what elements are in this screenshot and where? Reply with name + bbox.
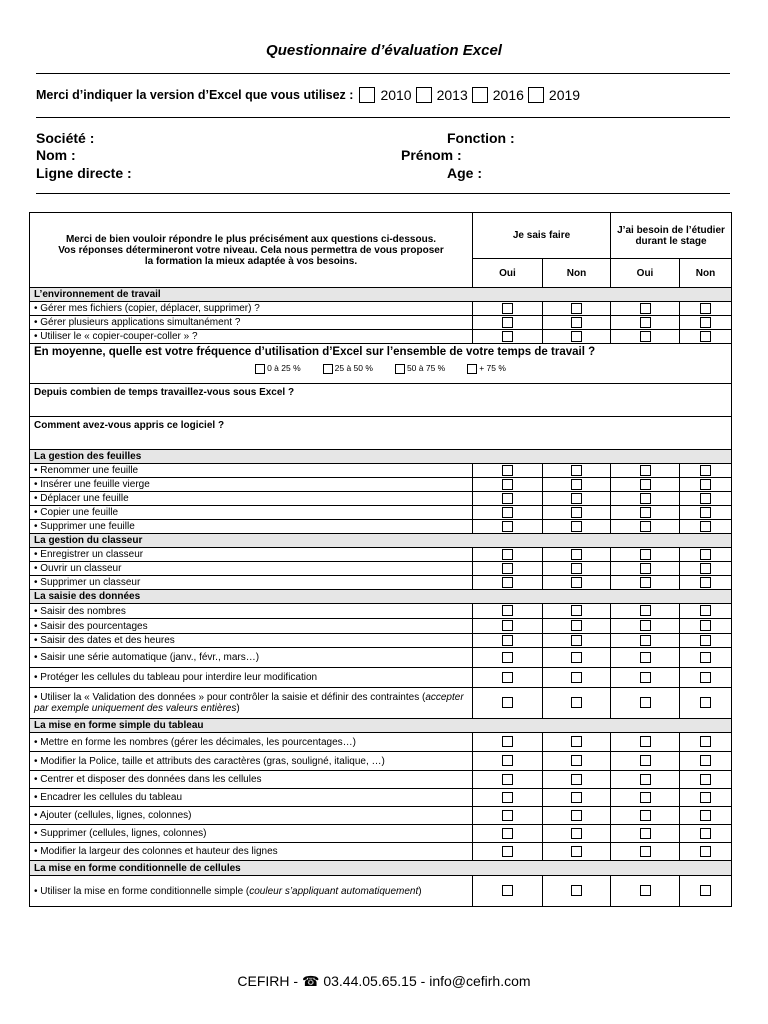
freq-checkbox[interactable] bbox=[255, 364, 265, 374]
checkbox-sais-non[interactable] bbox=[571, 317, 582, 328]
item-label: • Gérer plusieurs applications simultanément ? bbox=[30, 316, 473, 330]
footer-email[interactable]: info@cefirh.com bbox=[429, 973, 531, 989]
checkbox-besoin-oui[interactable] bbox=[640, 652, 651, 663]
col-non: Non bbox=[680, 259, 732, 288]
checkbox-sais-non[interactable] bbox=[571, 828, 582, 839]
checkbox-besoin-oui[interactable] bbox=[640, 507, 651, 518]
checkbox-sais-non[interactable] bbox=[571, 620, 582, 631]
version-row bbox=[36, 87, 580, 103]
checkbox-sais-oui[interactable] bbox=[502, 652, 513, 663]
checkbox-besoin-oui[interactable] bbox=[640, 755, 651, 766]
checkbox-besoin-oui[interactable] bbox=[640, 549, 651, 560]
checkbox-besoin-oui[interactable] bbox=[640, 672, 651, 683]
item-text-italic: couleur s’appliquant automatiquement bbox=[249, 885, 419, 897]
checkbox-besoin-oui[interactable] bbox=[640, 563, 651, 574]
freq-checkbox[interactable] bbox=[467, 364, 477, 374]
checkbox-sais-oui[interactable] bbox=[502, 828, 513, 839]
item-label: • Utiliser le « copier-couper-coller » ? bbox=[30, 330, 473, 344]
checkbox-sais-oui[interactable] bbox=[502, 635, 513, 646]
checkbox-besoin-non[interactable] bbox=[700, 317, 711, 328]
checkbox-sais-non[interactable] bbox=[571, 521, 582, 532]
nom-field[interactable]: Nom : bbox=[36, 147, 76, 163]
checkbox-sais-non[interactable] bbox=[571, 885, 582, 896]
checkbox-besoin-oui[interactable] bbox=[640, 577, 651, 588]
freq-label: 25 à 50 % bbox=[334, 363, 373, 373]
checkbox-besoin-non[interactable] bbox=[700, 652, 711, 663]
checkbox-besoin-oui[interactable] bbox=[640, 828, 651, 839]
checkbox-besoin-oui[interactable] bbox=[640, 736, 651, 747]
item-text-italic: accepter par exemple uniquement des valeurs entières bbox=[34, 692, 464, 714]
checkbox-besoin-oui[interactable] bbox=[640, 792, 651, 803]
item-label-conditionnelle bbox=[30, 876, 473, 907]
item-label: • Encadrer les cellules du tableau bbox=[30, 789, 473, 807]
checkbox-besoin-oui[interactable] bbox=[640, 620, 651, 631]
checkbox-sais-non[interactable] bbox=[571, 507, 582, 518]
checkbox-besoin-oui[interactable] bbox=[640, 635, 651, 646]
item-label: • Mettre en forme les nombres (gérer les décimales, les pourcentages…) bbox=[30, 733, 473, 752]
checkbox-besoin-oui[interactable] bbox=[640, 465, 651, 476]
freq-checkbox[interactable] bbox=[395, 364, 405, 374]
checkbox-besoin-non[interactable] bbox=[700, 577, 711, 588]
version-checkbox-2016[interactable] bbox=[472, 87, 488, 103]
checkbox-besoin-oui[interactable] bbox=[640, 846, 651, 857]
checkbox-sais-non[interactable] bbox=[571, 479, 582, 490]
checkbox-besoin-non[interactable] bbox=[700, 521, 711, 532]
version-label: 2019 bbox=[548, 87, 581, 103]
checkbox-sais-non[interactable] bbox=[571, 755, 582, 766]
section-environnement: L’environnement de travail bbox=[30, 288, 732, 302]
section-forme: La mise en forme simple du tableau bbox=[30, 719, 732, 733]
checkbox-besoin-oui[interactable] bbox=[640, 331, 651, 342]
checkbox-besoin-oui[interactable] bbox=[640, 774, 651, 785]
checkbox-sais-oui[interactable] bbox=[502, 507, 513, 518]
checkbox-sais-oui[interactable] bbox=[502, 577, 513, 588]
checkbox-sais-non[interactable] bbox=[571, 635, 582, 646]
checkbox-besoin-oui[interactable] bbox=[640, 810, 651, 821]
checkbox-sais-oui[interactable] bbox=[502, 493, 513, 504]
checkbox-sais-oui[interactable] bbox=[502, 755, 513, 766]
col-header-besoin: J’ai besoin de l’étudier durant le stage bbox=[611, 213, 732, 259]
checkbox-sais-non[interactable] bbox=[571, 792, 582, 803]
footer-sep: - bbox=[420, 973, 426, 989]
item-text: • Utiliser la « Validation des données » pour contrôler la saisie et définir des contraintes ( bbox=[34, 692, 426, 703]
checkbox-sais-non[interactable] bbox=[571, 605, 582, 616]
checkbox-sais-oui[interactable] bbox=[502, 620, 513, 631]
item-label: • Déplacer une feuille bbox=[30, 492, 473, 506]
divider bbox=[36, 193, 730, 194]
version-checkbox-2010[interactable] bbox=[359, 87, 375, 103]
version-checkbox-2019[interactable] bbox=[528, 87, 544, 103]
item-label: • Supprimer un classeur bbox=[30, 576, 473, 590]
version-prompt: Merci d’indiquer la version d’Excel que vous utilisez : bbox=[36, 88, 354, 102]
prenom-field[interactable]: Prénom : bbox=[401, 147, 462, 163]
checkbox-besoin-oui[interactable] bbox=[640, 885, 651, 896]
checkbox-besoin-non[interactable] bbox=[700, 828, 711, 839]
checkbox-besoin-non[interactable] bbox=[700, 736, 711, 747]
footer-phone: 03.44.05.65.15 bbox=[323, 973, 417, 989]
checkbox-besoin-oui[interactable] bbox=[640, 493, 651, 504]
checkbox-besoin-non[interactable] bbox=[700, 563, 711, 574]
item-label: • Copier une feuille bbox=[30, 506, 473, 520]
checkbox-besoin-non[interactable] bbox=[700, 755, 711, 766]
item-label: • Modifier la Police, taille et attributs des caractères (gras, souligné, italique, …) bbox=[30, 752, 473, 771]
item-label-validation bbox=[30, 688, 473, 719]
checkbox-sais-oui[interactable] bbox=[502, 303, 513, 314]
checkbox-sais-non[interactable] bbox=[571, 672, 582, 683]
item-label: • Supprimer une feuille bbox=[30, 520, 473, 534]
footer-org: CEFIRH - bbox=[237, 973, 299, 989]
checkbox-sais-non[interactable] bbox=[571, 736, 582, 747]
checkbox-besoin-non[interactable] bbox=[700, 605, 711, 616]
checkbox-sais-non[interactable] bbox=[571, 331, 582, 342]
checkbox-sais-oui[interactable] bbox=[502, 563, 513, 574]
divider bbox=[36, 73, 730, 74]
checkbox-sais-oui[interactable] bbox=[502, 331, 513, 342]
item-label: • Insérer une feuille vierge bbox=[30, 478, 473, 492]
checkbox-besoin-non[interactable] bbox=[700, 331, 711, 342]
checkbox-sais-oui[interactable] bbox=[502, 736, 513, 747]
col-header-sais-faire: Je sais faire bbox=[473, 213, 611, 259]
item-text: • Utiliser la mise en forme conditionnelle simple ( bbox=[34, 885, 250, 897]
item-label: • Renommer une feuille bbox=[30, 464, 473, 478]
section-conditionnelle: La mise en forme conditionnelle de cellules bbox=[30, 861, 732, 876]
checkbox-besoin-non[interactable] bbox=[700, 885, 711, 896]
checkbox-besoin-non[interactable] bbox=[700, 549, 711, 560]
freq-label: + 75 % bbox=[479, 363, 506, 373]
item-label: • Centrer et disposer des données dans les cellules bbox=[30, 771, 473, 789]
checkbox-sais-non[interactable] bbox=[571, 577, 582, 588]
version-checkbox-2013[interactable] bbox=[416, 87, 432, 103]
checkbox-besoin-oui[interactable] bbox=[640, 697, 651, 708]
section-classeur: La gestion du classeur bbox=[30, 534, 732, 548]
checkbox-sais-oui[interactable] bbox=[502, 479, 513, 490]
checkbox-sais-oui[interactable] bbox=[502, 792, 513, 803]
checkbox-besoin-non[interactable] bbox=[700, 303, 711, 314]
item-text: ) bbox=[418, 885, 422, 897]
checkbox-besoin-non[interactable] bbox=[700, 810, 711, 821]
checkbox-sais-non[interactable] bbox=[571, 493, 582, 504]
page-title: Questionnaire d’évaluation Excel bbox=[266, 42, 502, 59]
checkbox-sais-non[interactable] bbox=[571, 774, 582, 785]
col-oui: Oui bbox=[611, 259, 680, 288]
footer bbox=[0, 973, 768, 990]
item-text: ) bbox=[236, 703, 240, 714]
checkbox-besoin-non[interactable] bbox=[700, 493, 711, 504]
checkbox-besoin-oui[interactable] bbox=[640, 303, 651, 314]
item-label: • Supprimer (cellules, lignes, colonnes) bbox=[30, 825, 473, 843]
col-oui: Oui bbox=[473, 259, 543, 288]
version-label: 2016 bbox=[492, 87, 524, 103]
checkbox-sais-oui[interactable] bbox=[502, 774, 513, 785]
checkbox-besoin-non[interactable] bbox=[700, 846, 711, 857]
item-label: • Modifier la largeur des colonnes et hauteur des lignes bbox=[30, 843, 473, 861]
checkbox-sais-oui[interactable] bbox=[502, 697, 513, 708]
checkbox-sais-non[interactable] bbox=[571, 697, 582, 708]
checkbox-sais-non[interactable] bbox=[571, 563, 582, 574]
checkbox-besoin-non[interactable] bbox=[700, 620, 711, 631]
checkbox-sais-non[interactable] bbox=[571, 465, 582, 476]
checkbox-sais-oui[interactable] bbox=[502, 317, 513, 328]
col-non: Non bbox=[543, 259, 611, 288]
table-intro: Merci de bien vouloir répondre le plus précisément aux questions ci-dessous. Vos réponses détermineront votre niveau. Cela nous permettra de vous proposer la formation la mieux adaptée à vos besoins. bbox=[30, 213, 473, 288]
checkbox-sais-oui[interactable] bbox=[502, 672, 513, 683]
checkbox-besoin-non[interactable] bbox=[700, 635, 711, 646]
freq-label: 0 à 25 % bbox=[267, 363, 301, 373]
checkbox-sais-non[interactable] bbox=[571, 810, 582, 821]
section-saisie: La saisie des données bbox=[30, 590, 732, 604]
checkbox-besoin-non[interactable] bbox=[700, 465, 711, 476]
checkbox-besoin-non[interactable] bbox=[700, 774, 711, 785]
checkbox-besoin-non[interactable] bbox=[700, 507, 711, 518]
freq-label: 50 à 75 % bbox=[406, 363, 446, 373]
item-label: • Saisir des nombres bbox=[30, 604, 473, 619]
societe-field[interactable]: Société : bbox=[36, 130, 95, 146]
checkbox-sais-oui[interactable] bbox=[502, 846, 513, 857]
checkbox-besoin-non[interactable] bbox=[700, 697, 711, 708]
item-label: • Saisir des pourcentages bbox=[30, 619, 473, 634]
phone-icon: ☎ bbox=[301, 973, 320, 989]
checkbox-sais-oui[interactable] bbox=[502, 465, 513, 476]
checkbox-besoin-oui[interactable] bbox=[640, 521, 651, 532]
version-label: 2013 bbox=[436, 87, 468, 103]
checkbox-sais-oui[interactable] bbox=[502, 605, 513, 616]
checkbox-sais-non[interactable] bbox=[571, 846, 582, 857]
checkbox-sais-non[interactable] bbox=[571, 303, 582, 314]
fonction-field[interactable]: Fonction : bbox=[447, 130, 515, 146]
item-label: • Protéger les cellules du tableau pour interdire leur modification bbox=[30, 668, 473, 688]
checkbox-sais-oui[interactable] bbox=[502, 810, 513, 821]
item-label: • Enregistrer un classeur bbox=[30, 548, 473, 562]
checkbox-sais-oui[interactable] bbox=[502, 885, 513, 896]
checkbox-besoin-non[interactable] bbox=[700, 672, 711, 683]
checkbox-besoin-oui[interactable] bbox=[640, 479, 651, 490]
checkbox-sais-oui[interactable] bbox=[502, 549, 513, 560]
checkbox-sais-non[interactable] bbox=[571, 549, 582, 560]
frequence-options bbox=[34, 363, 727, 374]
item-label: • Ouvrir un classeur bbox=[30, 562, 473, 576]
item-label: • Ajouter (cellules, lignes, colonnes) bbox=[30, 807, 473, 825]
checkbox-besoin-non[interactable] bbox=[700, 479, 711, 490]
question-depuis[interactable]: Depuis combien de temps travaillez-vous sous Excel ? bbox=[30, 384, 732, 417]
questionnaire-table bbox=[29, 212, 732, 907]
question-appris[interactable]: Comment avez-vous appris ce logiciel ? bbox=[30, 417, 732, 450]
section-feuilles: La gestion des feuilles bbox=[30, 450, 732, 464]
divider bbox=[36, 117, 730, 118]
checkbox-besoin-oui[interactable] bbox=[640, 317, 651, 328]
checkbox-besoin-non[interactable] bbox=[700, 792, 711, 803]
age-field[interactable]: Age : bbox=[447, 165, 482, 181]
item-label: • Saisir une série automatique (janv., févr., mars…) bbox=[30, 648, 473, 668]
version-label: 2010 bbox=[380, 87, 412, 103]
item-label: • Gérer mes fichiers (copier, déplacer, supprimer) ? bbox=[30, 302, 473, 316]
checkbox-sais-oui[interactable] bbox=[502, 521, 513, 532]
ligne-directe-field[interactable]: Ligne directe : bbox=[36, 165, 132, 181]
freq-checkbox[interactable] bbox=[323, 364, 333, 374]
checkbox-besoin-oui[interactable] bbox=[640, 605, 651, 616]
item-label: • Saisir des dates et des heures bbox=[30, 634, 473, 648]
question-frequence: En moyenne, quelle est votre fréquence d’utilisation d’Excel sur l’ensemble de votre temps de travail ? bbox=[34, 346, 596, 358]
checkbox-sais-non[interactable] bbox=[571, 652, 582, 663]
